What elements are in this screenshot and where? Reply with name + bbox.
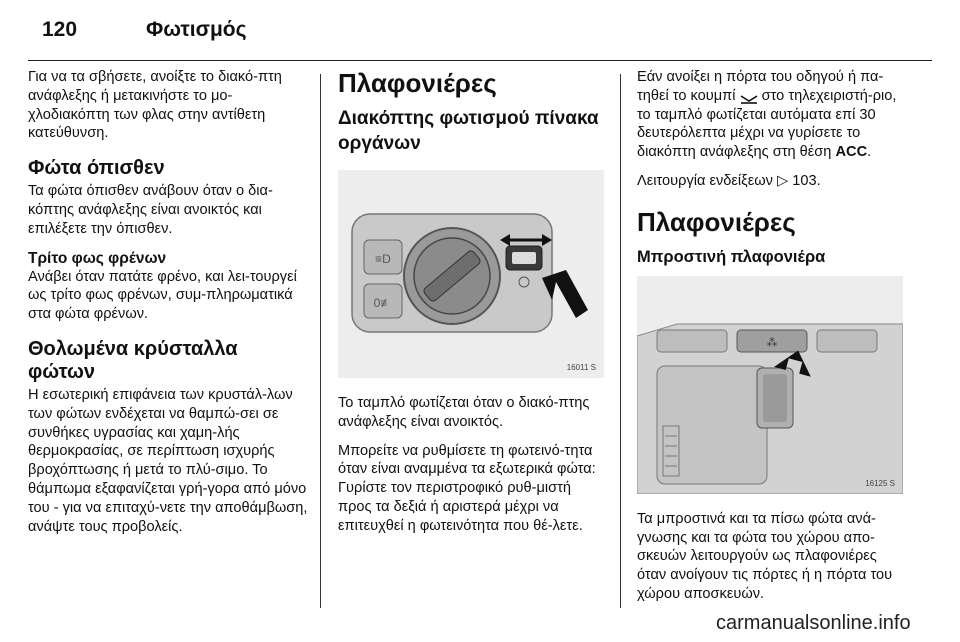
- instrument-dimmer-figure: [338, 170, 604, 378]
- page-reference-icon: ▷: [776, 172, 789, 189]
- heading-instrument-illumination: Διακόπτης φωτισμού πίνακα οργάνων: [338, 108, 599, 154]
- heading-courtesy-lights-2: Πλαφονιέρες: [637, 206, 796, 237]
- page-reference: 103.: [792, 172, 821, 189]
- display-function-text: Λειτουργία ενδείξεων: [637, 172, 773, 189]
- figure-code-2: 16125 S: [865, 478, 895, 488]
- svg-text:≡D: ≡D: [375, 252, 391, 266]
- driver-door-text-b: στο τηλεχειριστή-ριο, το ταμπλό φωτίζεται αυτόματα επί 30 δευτερόλεπτα μέχρι να γυρίσετε το διακόπτη ανάφλεξης στη θέση: [637, 87, 897, 161]
- third-brake-light-text: Ανάβει όταν πατάτε φρένο, και λει-τουργεί ως τρίτο φως φρένων, συμ-πληρωματικά στα φώτα φρένων.: [28, 268, 297, 323]
- acc-position: ACC: [835, 144, 868, 161]
- courtesy-light-illustration: [637, 276, 903, 494]
- page-number: 120: [42, 18, 78, 41]
- column-divider-2: [620, 74, 621, 608]
- reverse-lights-text: Τα φώτα όπισθεν ανάβουν όταν ο δια-κόπτης ανάφλεξης είναι ανοικτός και επιλέξετε την όπισθεν.: [28, 183, 273, 237]
- column-1: [28, 68, 308, 546]
- heading-misted-lights: Θολωμένα κρύσταλλα φώτων: [28, 337, 238, 383]
- front-courtesy-light-text: Τα μπροστινά και τα πίσω φώτα ανά-γνωσης και τα φώτα του χώρου απο-σκευών λειτουργούν ως πλαφονιέρες όταν ανοίγουν τις πόρτες ή η πόρτα του χώρου αποσκευών.: [637, 510, 893, 602]
- heading-third-brake-light: Τρίτο φως φρένων: [28, 249, 167, 267]
- heading-front-courtesy-light: Μπροστινή πλαφονιέρα: [637, 247, 826, 266]
- page-header: [28, 14, 932, 50]
- front-courtesy-light-figure: [637, 276, 903, 494]
- column-divider-1: [320, 74, 321, 608]
- brightness-adjust-text: Μπορείτε να ρυθμίσετε τη φωτεινό-τητα όταν είναι αναμμένα τα εξωτερικά φώτα: Γυρίστε τον περιστροφικό ρυθ-μιστή προς τα δεξιά ή αριστερά μέχρι να επιτευχθεί η φωτεινότητα που θέ-λετε.: [338, 442, 596, 534]
- instrument-illumination-text: Το ταμπλό φωτίζεται όταν ο διακό-πτης ανάφλεξης είναι ανοικτός.: [338, 395, 590, 430]
- driver-door-text: [637, 68, 903, 162]
- heading-courtesy-lights: Πλαφονιέρες: [338, 68, 497, 98]
- watermark: carmanualsonline.info: [716, 612, 911, 634]
- driver-door-text-end: .: [867, 144, 872, 161]
- chapter-title: Φωτισμός: [146, 18, 247, 41]
- figure-code: 16011 S: [566, 363, 596, 372]
- display-function-reference: [637, 172, 903, 191]
- misted-lights-text: Η εσωτερική επιφάνεια των κρυστάλ-λων των φώτων ενδέχεται να θαμπώ-σει σε συνθήκες υγρασίας και χαμη-λής θερμοκρασίας, σε περίπτωση ισχυρής βροχόπτωσης ή μετά το πλύ-σιμο. Το θάμπωμα εξαφανίζεται γρή-γορα από μόνο του - για να επιταχύ-νετε την αποθάμβωση, ανάψτε τους προβολείς.: [28, 386, 308, 535]
- driver-door-text-a: Εάν ανοίξει η πόρτα του οδηγού ή πα-τηθεί το κουμπί: [637, 69, 884, 104]
- column-2: [338, 68, 604, 546]
- header-rule: [28, 60, 932, 61]
- intro-paragraph: Για να τα σβήσετε, ανοίξτε το διακό-πτη ανάφλεξης ή μετακινήστε το μο-χλοδιακόπτη των φλας στην αντίθετη κατεύθυνση.: [28, 69, 282, 142]
- dimmer-switch-illustration: [338, 170, 604, 378]
- remote-unlock-icon: [740, 91, 758, 101]
- heading-reverse-lights: Φώτα όπισθεν: [28, 157, 165, 180]
- svg-text:0≢: 0≢: [373, 296, 393, 310]
- svg-text:⁂: ⁂: [766, 336, 778, 349]
- column-3: [637, 68, 903, 614]
